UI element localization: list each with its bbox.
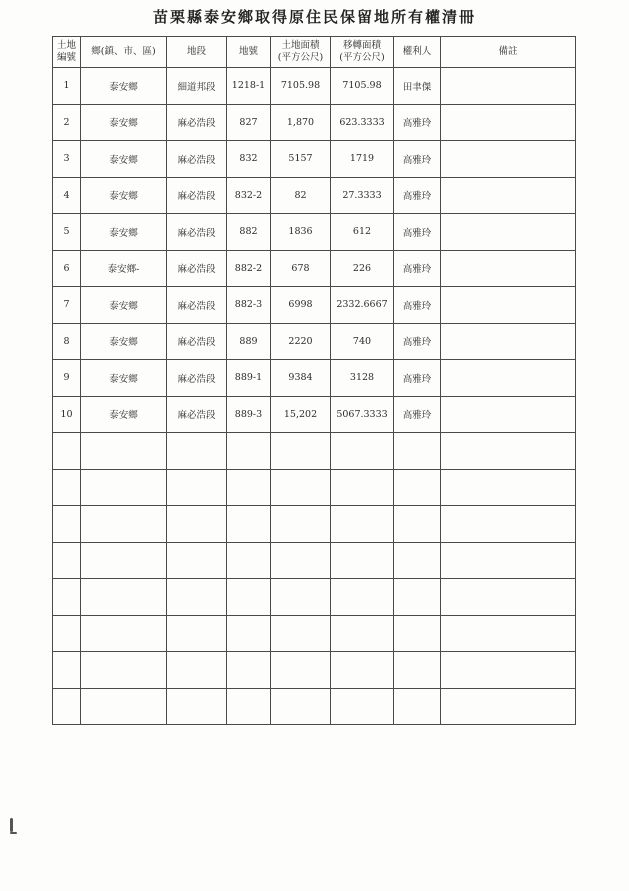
empty-cell bbox=[394, 652, 441, 689]
cell-owner: 高雅玲 bbox=[394, 214, 441, 251]
empty-cell bbox=[167, 542, 227, 579]
empty-row bbox=[53, 688, 576, 725]
document-title: 苗栗縣泰安鄉取得原住民保留地所有權清冊 bbox=[152, 8, 476, 26]
empty-cell bbox=[53, 542, 81, 579]
empty-cell bbox=[331, 433, 394, 470]
cell-township: 泰安鄉 bbox=[81, 287, 167, 324]
table-row bbox=[53, 323, 576, 360]
empty-cell bbox=[271, 688, 331, 725]
cell-land-no: 8 bbox=[53, 323, 81, 360]
cell-remark bbox=[441, 360, 576, 397]
cell-land-area: 678 bbox=[271, 250, 331, 287]
cell-section: 麻必浩段 bbox=[167, 141, 227, 178]
cell-land-no: 7 bbox=[53, 287, 81, 324]
cell-township: 泰安鄉 bbox=[81, 104, 167, 141]
table-row bbox=[53, 396, 576, 433]
empty-cell bbox=[271, 469, 331, 506]
empty-cell bbox=[441, 506, 576, 543]
cell-transfer-area: 623.3333 bbox=[331, 104, 394, 141]
cell-owner: 高雅玲 bbox=[394, 323, 441, 360]
empty-cell bbox=[271, 506, 331, 543]
cell-township: 泰安鄉 bbox=[81, 68, 167, 105]
cell-land-no: 4 bbox=[53, 177, 81, 214]
header-remark: 備註 bbox=[441, 37, 576, 68]
cell-land-no: 6 bbox=[53, 250, 81, 287]
cell-land-no: 2 bbox=[53, 104, 81, 141]
cell-section: 麻必浩段 bbox=[167, 396, 227, 433]
table-row bbox=[53, 250, 576, 287]
empty-cell bbox=[53, 433, 81, 470]
empty-cell bbox=[394, 615, 441, 652]
cell-lot: 889-1 bbox=[227, 360, 271, 397]
empty-cell bbox=[441, 652, 576, 689]
empty-cell bbox=[227, 579, 271, 616]
cell-transfer-area: 27.3333 bbox=[331, 177, 394, 214]
empty-cell bbox=[81, 469, 167, 506]
cell-land-area: 82 bbox=[271, 177, 331, 214]
empty-cell bbox=[331, 542, 394, 579]
cell-transfer-area: 1719 bbox=[331, 141, 394, 178]
empty-cell bbox=[331, 652, 394, 689]
land-register-table bbox=[52, 36, 576, 725]
empty-cell bbox=[227, 542, 271, 579]
cell-lot: 882-3 bbox=[227, 287, 271, 324]
cell-remark bbox=[441, 177, 576, 214]
cell-land-no: 10 bbox=[53, 396, 81, 433]
empty-cell bbox=[441, 688, 576, 725]
cell-section: 麻必浩段 bbox=[167, 104, 227, 141]
empty-cell bbox=[441, 469, 576, 506]
empty-cell bbox=[227, 469, 271, 506]
table-row bbox=[53, 360, 576, 397]
empty-cell bbox=[227, 652, 271, 689]
empty-row bbox=[53, 615, 576, 652]
cell-lot: 889-3 bbox=[227, 396, 271, 433]
empty-cell bbox=[331, 469, 394, 506]
cell-lot: 1218-1 bbox=[227, 68, 271, 105]
empty-cell bbox=[53, 506, 81, 543]
empty-row bbox=[53, 506, 576, 543]
table-row bbox=[53, 104, 576, 141]
cell-remark bbox=[441, 68, 576, 105]
empty-cell bbox=[81, 433, 167, 470]
table-row bbox=[53, 68, 576, 105]
empty-cell bbox=[167, 688, 227, 725]
cell-remark bbox=[441, 104, 576, 141]
empty-cell bbox=[53, 688, 81, 725]
cell-lot: 882-2 bbox=[227, 250, 271, 287]
cell-township: 泰安鄉 bbox=[81, 360, 167, 397]
cell-lot: 882 bbox=[227, 214, 271, 251]
cell-township: 泰安鄉 bbox=[81, 177, 167, 214]
empty-cell bbox=[271, 433, 331, 470]
empty-cell bbox=[227, 688, 271, 725]
cell-section: 麻必浩段 bbox=[167, 214, 227, 251]
cell-transfer-area: 7105.98 bbox=[331, 68, 394, 105]
empty-cell bbox=[271, 615, 331, 652]
empty-cell bbox=[394, 579, 441, 616]
scan-mark bbox=[10, 818, 13, 832]
empty-cell bbox=[441, 579, 576, 616]
empty-cell bbox=[81, 542, 167, 579]
cell-township: 泰安鄉 bbox=[81, 214, 167, 251]
empty-row bbox=[53, 542, 576, 579]
cell-land-area: 2220 bbox=[271, 323, 331, 360]
cell-remark bbox=[441, 214, 576, 251]
empty-cell bbox=[271, 542, 331, 579]
cell-transfer-area: 2332.6667 bbox=[331, 287, 394, 324]
empty-cell bbox=[81, 652, 167, 689]
empty-cell bbox=[81, 506, 167, 543]
cell-remark bbox=[441, 287, 576, 324]
header-section: 地段 bbox=[167, 37, 227, 68]
cell-remark bbox=[441, 323, 576, 360]
cell-township: 泰安鄉 bbox=[81, 141, 167, 178]
cell-remark bbox=[441, 141, 576, 178]
cell-section: 麻必浩段 bbox=[167, 360, 227, 397]
empty-cell bbox=[227, 615, 271, 652]
cell-section: 麻必浩段 bbox=[167, 177, 227, 214]
empty-cell bbox=[227, 433, 271, 470]
empty-cell bbox=[167, 652, 227, 689]
cell-land-no: 9 bbox=[53, 360, 81, 397]
empty-cell bbox=[441, 433, 576, 470]
empty-cell bbox=[53, 615, 81, 652]
cell-land-area: 1836 bbox=[271, 214, 331, 251]
cell-remark bbox=[441, 250, 576, 287]
empty-row bbox=[53, 433, 576, 470]
cell-owner: 高雅玲 bbox=[394, 360, 441, 397]
cell-land-area: 9384 bbox=[271, 360, 331, 397]
empty-cell bbox=[394, 433, 441, 470]
header-township: 鄉(鎮、市、區) bbox=[81, 37, 167, 68]
empty-cell bbox=[167, 579, 227, 616]
empty-cell bbox=[227, 506, 271, 543]
cell-land-no: 1 bbox=[53, 68, 81, 105]
empty-cell bbox=[441, 542, 576, 579]
cell-land-no: 5 bbox=[53, 214, 81, 251]
empty-cell bbox=[271, 579, 331, 616]
table-row bbox=[53, 287, 576, 324]
empty-cell bbox=[394, 542, 441, 579]
empty-cell bbox=[81, 615, 167, 652]
cell-land-area: 7105.98 bbox=[271, 68, 331, 105]
empty-cell bbox=[441, 615, 576, 652]
cell-owner: 高雅玲 bbox=[394, 396, 441, 433]
cell-owner: 田聿傑 bbox=[394, 68, 441, 105]
cell-transfer-area: 5067.3333 bbox=[331, 396, 394, 433]
cell-transfer-area: 226 bbox=[331, 250, 394, 287]
cell-land-no: 3 bbox=[53, 141, 81, 178]
empty-cell bbox=[331, 688, 394, 725]
empty-cell bbox=[394, 469, 441, 506]
empty-row bbox=[53, 469, 576, 506]
empty-cell bbox=[331, 579, 394, 616]
empty-cell bbox=[81, 579, 167, 616]
cell-section: 麻必浩段 bbox=[167, 323, 227, 360]
cell-lot: 889 bbox=[227, 323, 271, 360]
empty-cell bbox=[167, 506, 227, 543]
cell-township: 泰安鄉 bbox=[81, 323, 167, 360]
empty-cell bbox=[394, 688, 441, 725]
cell-owner: 高雅玲 bbox=[394, 250, 441, 287]
empty-row bbox=[53, 579, 576, 616]
cell-section: 細道邦段 bbox=[167, 68, 227, 105]
header-land-no: 土地 編號 bbox=[53, 37, 81, 68]
empty-cell bbox=[53, 652, 81, 689]
cell-lot: 832-2 bbox=[227, 177, 271, 214]
cell-land-area: 1,870 bbox=[271, 104, 331, 141]
cell-owner: 高雅玲 bbox=[394, 177, 441, 214]
table-row bbox=[53, 141, 576, 178]
table-row bbox=[53, 214, 576, 251]
header-lot: 地號 bbox=[227, 37, 271, 68]
empty-cell bbox=[53, 469, 81, 506]
header-owner: 權利人 bbox=[394, 37, 441, 68]
empty-cell bbox=[167, 433, 227, 470]
scan-mark bbox=[10, 832, 17, 834]
cell-owner: 高雅玲 bbox=[394, 287, 441, 324]
cell-owner: 高雅玲 bbox=[394, 141, 441, 178]
cell-township: 泰安鄉- bbox=[81, 250, 167, 287]
cell-land-area: 6998 bbox=[271, 287, 331, 324]
cell-land-area: 5157 bbox=[271, 141, 331, 178]
empty-cell bbox=[271, 652, 331, 689]
empty-cell bbox=[167, 615, 227, 652]
empty-cell bbox=[167, 469, 227, 506]
empty-cell bbox=[81, 688, 167, 725]
empty-cell bbox=[394, 506, 441, 543]
cell-land-area: 15,202 bbox=[271, 396, 331, 433]
empty-cell bbox=[331, 615, 394, 652]
cell-lot: 832 bbox=[227, 141, 271, 178]
empty-cell bbox=[53, 579, 81, 616]
cell-transfer-area: 3128 bbox=[331, 360, 394, 397]
cell-owner: 高雅玲 bbox=[394, 104, 441, 141]
cell-section: 麻必浩段 bbox=[167, 250, 227, 287]
cell-section: 麻必浩段 bbox=[167, 287, 227, 324]
header-row bbox=[53, 37, 576, 68]
table-body bbox=[53, 68, 576, 725]
cell-remark bbox=[441, 396, 576, 433]
table-row bbox=[53, 177, 576, 214]
cell-transfer-area: 740 bbox=[331, 323, 394, 360]
cell-township: 泰安鄉 bbox=[81, 396, 167, 433]
cell-transfer-area: 612 bbox=[331, 214, 394, 251]
cell-lot: 827 bbox=[227, 104, 271, 141]
header-land-area: 土地面積 (平方公尺) bbox=[271, 37, 331, 68]
empty-cell bbox=[331, 506, 394, 543]
empty-row bbox=[53, 652, 576, 689]
header-transfer-area: 移轉面積 (平方公尺) bbox=[331, 37, 394, 68]
